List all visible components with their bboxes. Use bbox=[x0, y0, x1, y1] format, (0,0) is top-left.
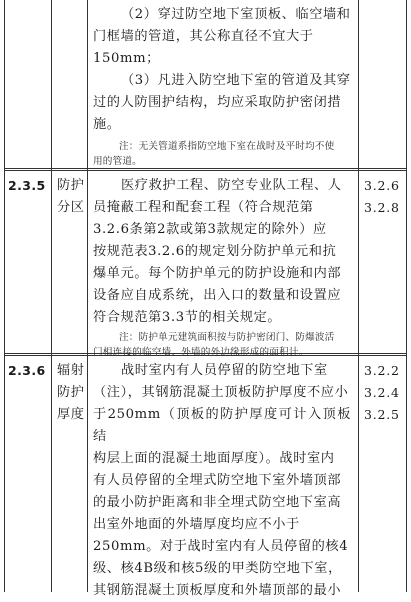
text-line: 员掩蔽工程和配套工程（符合规范第 bbox=[93, 200, 314, 215]
column-divider bbox=[358, 0, 359, 592]
reference-item: 3.2.4 bbox=[364, 385, 400, 400]
title-line: 防护 bbox=[57, 178, 85, 193]
row-divider bbox=[5, 170, 406, 171]
text-line: 过的人防围护结构，均应采取防护密闭措 bbox=[93, 95, 342, 110]
text-line: 符合规范第3.3节的相关规定。 bbox=[93, 310, 282, 325]
text-line: 医疗救护工程、防空专业队工程、人 bbox=[121, 178, 342, 193]
text-line: 有人员停留的全埋式防空地下室外墙顶部 bbox=[93, 473, 342, 488]
clause-paragraph bbox=[93, 360, 351, 602]
clause-body bbox=[93, 175, 351, 360]
text-line: 于250mm（顶板的防护厚度可计入顶板结 bbox=[93, 407, 351, 444]
reference-item: 3.2.2 bbox=[364, 363, 400, 378]
text-line: 门框墙的管道，其公称直径不宜大于 bbox=[93, 29, 314, 44]
clause-note bbox=[93, 330, 351, 360]
text-line: 按规范表3.2.6的规定划分防护单元和抗 bbox=[93, 244, 337, 259]
text-line: 爆单元。每个防护单元的防护设施和内部 bbox=[93, 266, 342, 281]
note-line: 注：无关管道系指防空地下室在战时及平时均不使 bbox=[119, 141, 335, 152]
reference-list bbox=[364, 175, 400, 219]
text-line: （2）穿过防空地下室顶板、临空墙和 bbox=[121, 7, 351, 22]
text-line: 设备应自成系统，出入口的数量和设置应 bbox=[93, 288, 342, 303]
clause-title bbox=[57, 175, 85, 219]
text-line: 的最小防护距离和非全埋式防空地下室高 bbox=[93, 495, 342, 510]
note-line: 注：防护单元建筑面积按与防护密闭门、防爆波活 bbox=[119, 332, 335, 343]
column-divider bbox=[87, 0, 88, 592]
item-3-paragraph bbox=[93, 70, 351, 136]
clause-paragraph bbox=[93, 175, 351, 329]
reference-list bbox=[364, 360, 400, 426]
clause-number: 2.3.5 bbox=[8, 178, 46, 193]
clause-number: 2.3.6 bbox=[8, 363, 46, 378]
text-line: 其钢筋混凝土顶板厚度和外墙顶部的最小 bbox=[93, 583, 342, 598]
spec-table bbox=[4, 0, 407, 598]
title-line: 厚度 bbox=[57, 407, 85, 422]
reference-item: 3.2.6 bbox=[364, 178, 400, 193]
clause-body bbox=[93, 360, 351, 602]
text-line: 150mm； bbox=[93, 51, 160, 66]
text-line: 施。 bbox=[93, 117, 121, 132]
continuation-content bbox=[93, 4, 351, 169]
text-line: 战时室内有人员停留的防空地下室 bbox=[121, 363, 328, 378]
text-line: （3）凡进入防空地下室的管道及其穿 bbox=[121, 73, 351, 88]
title-line: 辐射 bbox=[57, 363, 85, 378]
title-line: 分区 bbox=[57, 200, 85, 215]
text-line: 250mm。对于战时室内有人员停留的核4 bbox=[93, 539, 349, 554]
title-line: 防护 bbox=[57, 385, 85, 400]
text-line: 3.2.6条第2款或第3款规定的除外）应 bbox=[93, 222, 327, 237]
text-line: （注），其钢筋混凝土顶板防护厚度不应小 bbox=[93, 385, 349, 400]
text-line: 级、核4B级和核5级的甲类防空地下室， bbox=[93, 561, 342, 576]
text-line: 构层上面的混凝土地面厚度）。战时室内 bbox=[93, 451, 335, 466]
column-divider bbox=[51, 0, 52, 592]
item-note bbox=[93, 139, 351, 169]
clause-title bbox=[57, 360, 85, 426]
text-line: 出室外地面的外墙厚度均应不小于 bbox=[93, 517, 300, 532]
note-line: 用的管道。 bbox=[93, 156, 142, 167]
reference-item: 3.2.8 bbox=[364, 200, 400, 215]
note-line: 门相连接的临空墙、外墙的外边缘形成的面积计。 bbox=[93, 347, 309, 358]
reference-item: 3.2.5 bbox=[364, 407, 400, 422]
item-2-paragraph bbox=[93, 4, 351, 70]
